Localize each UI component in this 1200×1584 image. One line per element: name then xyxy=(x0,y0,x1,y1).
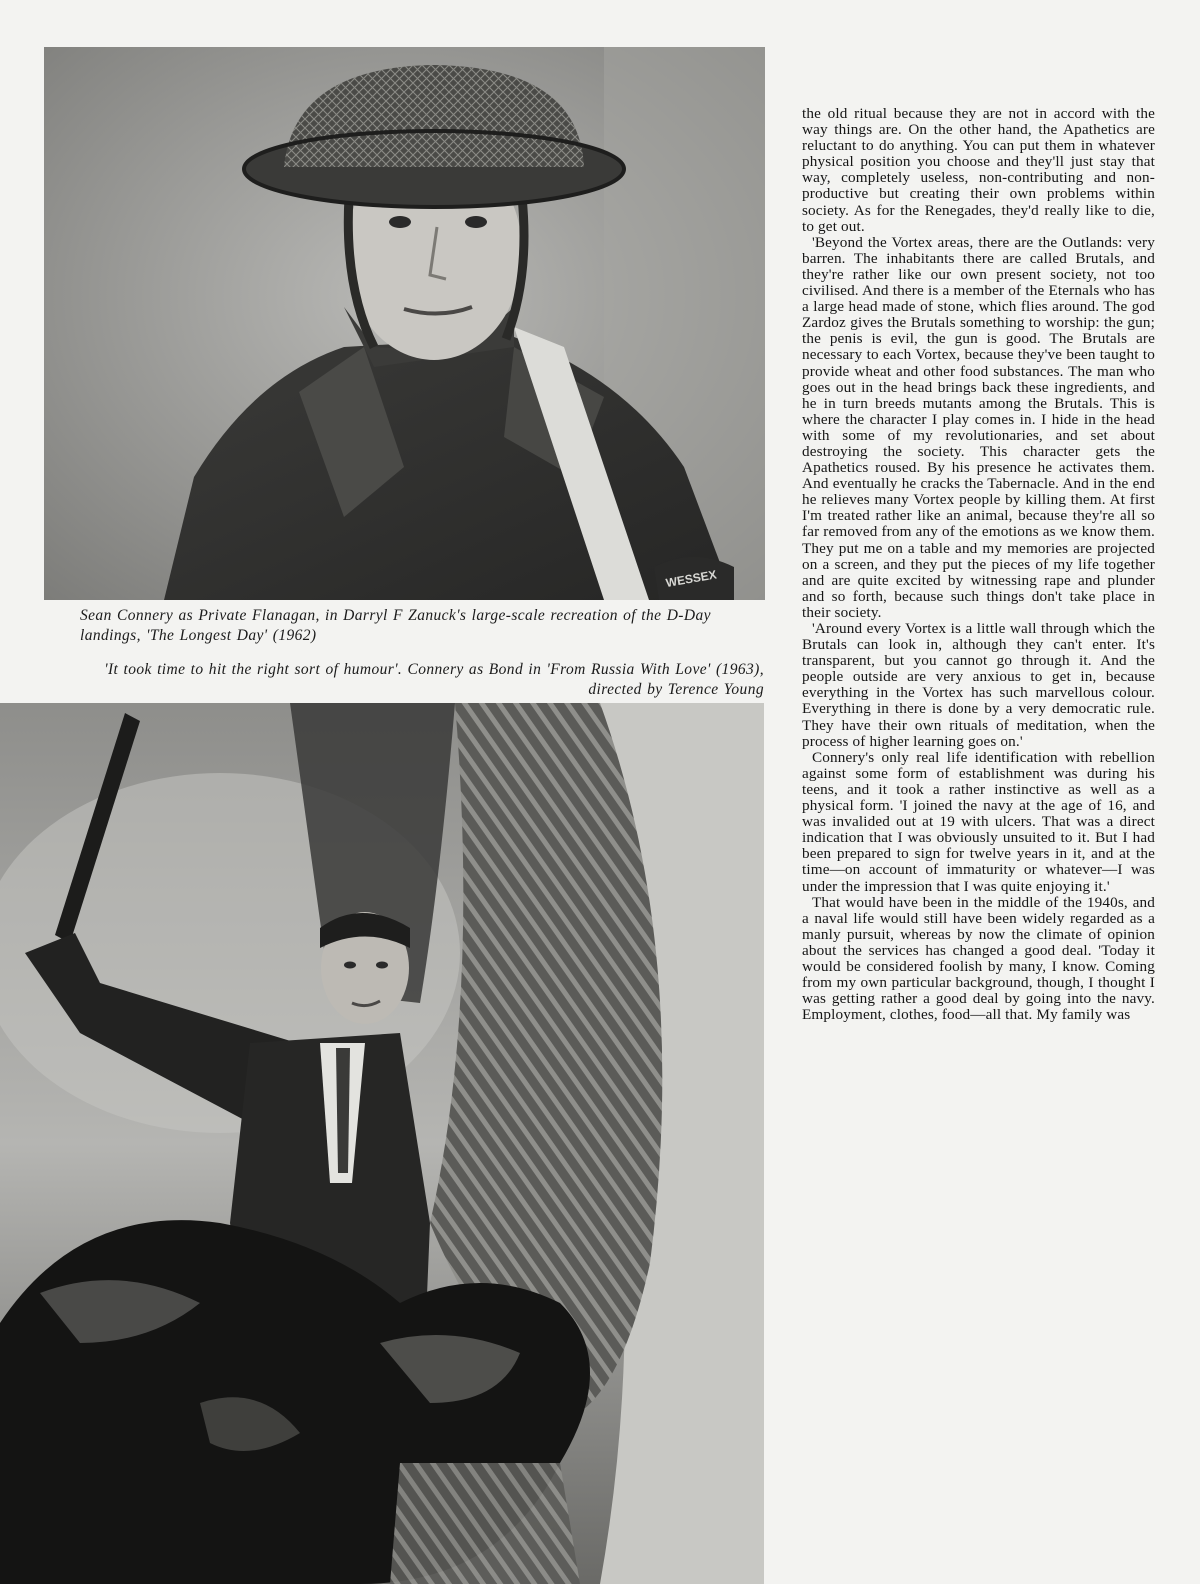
photo-soldier-helmet xyxy=(44,47,765,600)
article-paragraph: the old ritual because they are not in accord with the way things are. On the other hand, the Apathetics are reluctant to do anything. You can put them in whatever physical position you choose and they'll just stay that way, completely useless, non-contributing and non-productive but creating their own problems within society. As for the Renegades, they'd really like to die, to get out. xyxy=(802,105,1155,235)
photo-bond-scene xyxy=(0,703,764,1584)
article-paragraph: Connery's only real life identification with rebellion against some form of establishment was during his teens, and it took a rather instinctive as well as a physical form. 'I joined the navy at the age of 16, and was invalided out at 19 with ulcers. That was a direct indication that I was obviously unsuited to it. But I had been prepared to sign for twelve years in it, and at the time—on account of immaturity or whatever—I was under the impression that I was quite enjoying it.' xyxy=(802,748,1155,895)
article-paragraph: 'Beyond the Vortex areas, there are the Outlands: very barren. The inhabitants there are called Brutals, and they're rather like our own present society, not too civilised. And there is a member of the Eternals who has a large head made of stone, which flies around. The god Zardoz gives the Brutals something to worship: the gun; the penis is evil, the gun is good. The Brutals are necessary to each Vortex, because they've been taught to provide wheat and other food substances. The man who goes out in the head brings back these ingredients, and he in turn breeds mutants among the Brutals. This is where the character I play comes in. I hide in the head with some of my revolutionaries, and set about destroying the society. This character gets the Apathetics roused. By his presence he activates them. And eventually he cracks the Tabernacle. And in the end he relieves many Vortex people by killing them. At first I'm treated rather like an animal, because they're all so far removed from any of the emotions as we know them. They put me on a table and my memories are projected on a screen, and they put the pieces of my life together and are quite excited by witnessing rape and plunder and so forth, because such things don't take place in their society. xyxy=(802,233,1155,621)
article-column xyxy=(802,106,1155,1023)
shoulder-badge-text: WESSEX xyxy=(664,567,718,591)
caption-top-photo: Sean Connery as Private Flanagan, in Darryl F Zanuck's large-scale recreation of the D-Day landings, 'The Longest Day' (1962) xyxy=(80,607,711,644)
caption-bottom-photo: 'It took time to hit the right sort of humour'. Connery as Bond in 'From Russia With Love' (1963), directed by Terence Young xyxy=(104,661,764,698)
article-paragraph: 'Around every Vortex is a little wall through which the Brutals can look in, although they can't enter. It's transparent, but you cannot go through it. And the people outside are very anxious to get in, because everything in the Vortex has such marvellous colour. Everything in there is done by a very democratic rule. They have their own rituals of meditation, when the process of higher learning goes on.' xyxy=(802,620,1155,750)
article-paragraph: That would have been in the middle of the 1940s, and a naval life would still have been widely regarded as a manly pursuit, whereas by now the climate of opinion about the services has changed a good deal. 'Today it would be considered foolish by many, I know. Coming from my own particular background, though, I thought I was getting rather a good deal by going into the navy. Employment, clothes, food—all that. My family was xyxy=(802,893,1155,1024)
